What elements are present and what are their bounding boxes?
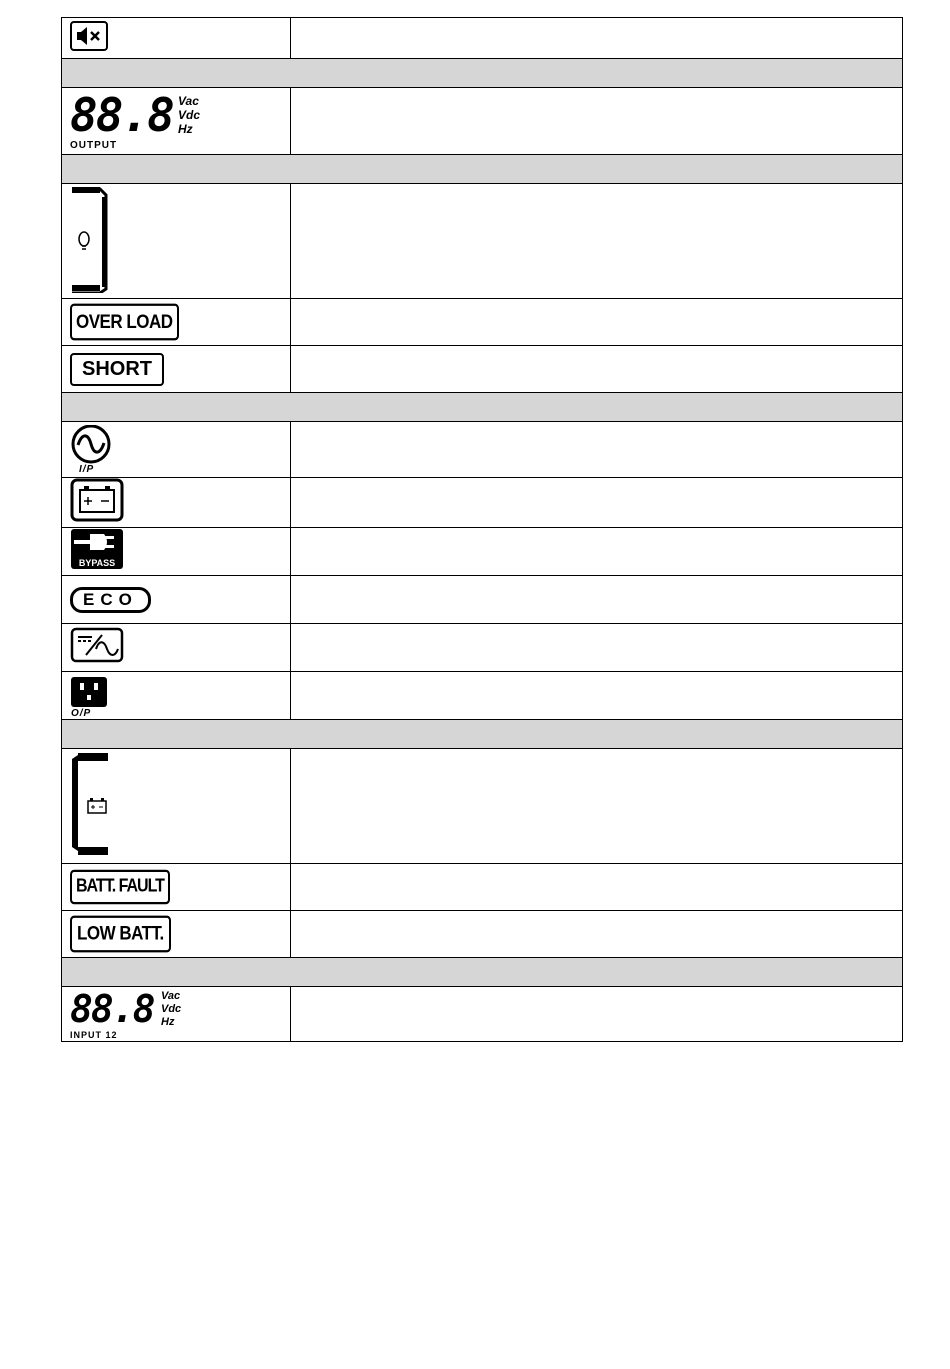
unit-vdc: Vdc: [161, 1003, 182, 1015]
section-header: [62, 720, 903, 749]
plug-icon: [70, 528, 124, 570]
lcd-icon-table: [61, 17, 903, 1042]
description-cell: [291, 911, 903, 958]
section-header: [62, 59, 903, 88]
output-socket-label: O/P: [71, 707, 92, 719]
short-indicator: SHORT: [70, 353, 164, 386]
description-cell: [291, 478, 903, 528]
section-header: [62, 155, 903, 184]
battery-fault-indicator: BATT. FAULT: [70, 870, 170, 905]
table-row: [62, 346, 903, 393]
low-battery-indicator: LOW BATT.: [70, 916, 171, 953]
bypass-label: BYPASS: [78, 558, 116, 568]
unit-hz: Hz: [161, 1016, 175, 1028]
input-digits: 88.8: [70, 987, 154, 1031]
table-row: [62, 88, 903, 155]
description-cell: [291, 864, 903, 911]
table-row: [62, 184, 903, 299]
unit-hz: Hz: [178, 122, 193, 136]
output-label: OUTPUT: [70, 140, 118, 151]
description-cell: [291, 624, 903, 672]
section-header: [62, 958, 903, 987]
battery-icon: [70, 478, 124, 522]
description-cell: [291, 346, 903, 393]
outlet-icon: [70, 676, 108, 708]
table-row: [62, 422, 903, 478]
description-cell: [291, 88, 903, 155]
description-cell: [291, 422, 903, 478]
table-row: [62, 864, 903, 911]
unit-vac: Vac: [178, 94, 199, 108]
table-row: [62, 624, 903, 672]
unit-vdc: Vdc: [178, 108, 201, 122]
table-row: [62, 749, 903, 864]
speaker-mute-icon: [70, 21, 108, 51]
table-row: [62, 18, 903, 59]
description-cell: [291, 672, 903, 720]
battery-level-bar-icon: [70, 751, 116, 857]
input-label: I/P: [79, 463, 95, 475]
description-cell: [291, 749, 903, 864]
table-row: [62, 528, 903, 576]
output-digits: 88.8: [70, 88, 173, 142]
description-cell: [291, 987, 903, 1042]
table-row: [62, 478, 903, 528]
table-row: [62, 911, 903, 958]
dc-ac-inverter-icon: [70, 627, 124, 663]
overload-indicator: OVER LOAD: [70, 304, 179, 341]
table-row: [62, 576, 903, 624]
description-cell: [291, 18, 903, 59]
table-row: [62, 672, 903, 720]
table-row: [62, 987, 903, 1042]
description-cell: [291, 184, 903, 299]
unit-vac: Vac: [161, 990, 181, 1002]
load-level-bar-icon: [70, 185, 112, 293]
table-row: [62, 299, 903, 346]
input-label: INPUT 12: [70, 1030, 118, 1040]
eco-indicator: ECO: [70, 587, 151, 613]
ac-sine-icon: [70, 425, 114, 465]
description-cell: [291, 576, 903, 624]
section-header: [62, 393, 903, 422]
description-cell: [291, 299, 903, 346]
description-cell: [291, 528, 903, 576]
